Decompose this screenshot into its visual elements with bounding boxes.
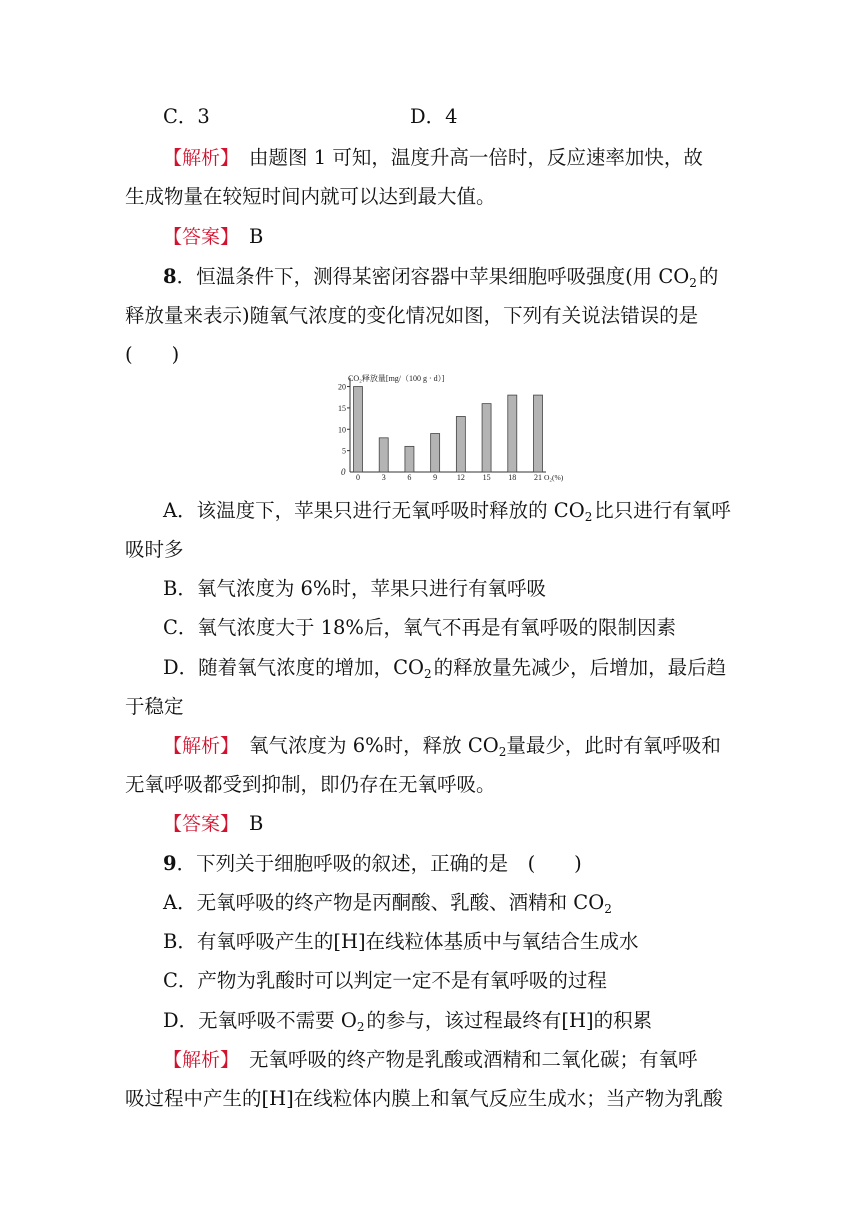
chart-bar xyxy=(405,446,414,472)
q8-option-a-line-1 xyxy=(163,498,731,524)
chart-x-tick-label: 12 xyxy=(456,473,465,482)
chart-x-tick-label: 3 xyxy=(381,473,386,482)
chart-y-tick-label: 20 xyxy=(338,382,346,392)
q9-option-b: B．有氧呼吸产生的[H]在线粒体基质中与氧结合生成水 xyxy=(163,930,639,953)
subscript: 2 xyxy=(689,276,697,290)
subscript: 2 xyxy=(424,667,432,681)
chart-x-label: O₂(%) xyxy=(544,473,564,482)
answer-tag: 【答案】 xyxy=(163,813,230,835)
option-text: 的释放量先减少，后增加，最后趋 xyxy=(433,656,727,679)
option-text: D．无氧呼吸不需要 O xyxy=(163,1009,357,1032)
q8-analysis-line-1 xyxy=(163,733,721,759)
analysis-tag: 【解析】 xyxy=(163,147,230,169)
q7-analysis-line-2: 生成物量在较短时间内就可以达到最大值。 xyxy=(125,185,496,208)
stem-text: 的 xyxy=(698,265,719,288)
option-text: 的参与，该过程最终有[H]的积累 xyxy=(366,1009,653,1032)
answer-value: B xyxy=(249,812,264,835)
q8-option-d-line-1 xyxy=(163,655,726,681)
subscript: 2 xyxy=(584,510,593,524)
stem-text: ．恒温条件下，测得某密闭容器中苹果细胞呼吸强度(用 CO xyxy=(176,265,690,288)
q8-option-d-line-2: 于稳定 xyxy=(125,695,184,718)
chart-bar xyxy=(379,438,388,472)
answer-value: B xyxy=(249,225,264,248)
analysis-text: 无氧呼吸的终产物是乳酸或酒精和二氧化碳；有氧呼 xyxy=(249,1048,698,1071)
subscript: 2 xyxy=(356,1020,365,1034)
answer-tag: 【答案】 xyxy=(163,226,230,248)
q7-analysis-line-1 xyxy=(163,145,703,171)
q8-option-a-line-2: 吸时多 xyxy=(125,538,184,561)
q8-analysis-line-2: 无氧呼吸都受到抑制，即仍存在无氧呼吸。 xyxy=(125,773,496,796)
chart-bar xyxy=(456,416,465,472)
chart-y-tick-label: 15 xyxy=(338,403,346,413)
q7-option-d: D．4 xyxy=(410,105,458,128)
subscript: 2 xyxy=(604,902,612,916)
question-number: 8 xyxy=(163,265,177,288)
chart-x-tick-label: 9 xyxy=(433,473,438,482)
question-number: 9 xyxy=(163,852,177,875)
chart-bar xyxy=(354,387,363,472)
q9-option-d xyxy=(163,1008,652,1034)
q9-analysis-line-2: 吸过程中产生的[H]在线粒体内膜上和氧气反应生成水；当产物为乳酸 xyxy=(125,1087,723,1110)
subscript: 2 xyxy=(498,745,507,759)
q8-stem-line-1 xyxy=(163,264,718,290)
chart-y-tick-label: 5 xyxy=(342,446,346,456)
chart-x-tick-label: 0 xyxy=(356,473,360,482)
chart-x-tick-label: 6 xyxy=(407,473,412,482)
q8-answer xyxy=(163,811,263,837)
chart-origin-label: 0 xyxy=(341,467,346,477)
co2-release-chart xyxy=(338,372,574,484)
chart-bar xyxy=(431,434,440,472)
analysis-text: 氧气浓度为 6%时，释放 CO xyxy=(249,734,499,757)
q8-stem-line-3: ( ) xyxy=(125,343,180,366)
q9-option-c: C．产物为乳酸时可以判定一定不是有氧呼吸的过程 xyxy=(163,969,607,992)
chart-bar xyxy=(482,404,491,472)
option-text: D．随着氧气浓度的增加，CO xyxy=(163,656,425,679)
chart-x-tick-label: 21 xyxy=(534,473,542,482)
chart-x-tick-label: 15 xyxy=(482,473,491,482)
analysis-tag: 【解析】 xyxy=(163,1049,230,1071)
option-text: 比只进行有氧呼 xyxy=(594,499,731,522)
chart-bar xyxy=(534,395,543,472)
analysis-text: 量最少，此时有氧呼吸和 xyxy=(506,734,721,757)
chart-svg xyxy=(338,372,574,484)
analysis-text: 由题图 1 可知，温度升高一倍时，反应速率加快，故 xyxy=(249,146,703,169)
q7-option-c: C．3 xyxy=(163,105,210,128)
q9-analysis-line-1 xyxy=(163,1047,698,1073)
q8-option-b: B．氧气浓度为 6%时，苹果只进行有氧呼吸 xyxy=(163,577,546,600)
option-text: A．该温度下，苹果只进行无氧呼吸时释放的 CO xyxy=(163,499,585,522)
q9-stem xyxy=(163,851,582,877)
chart-x-tick-label: 18 xyxy=(508,473,517,482)
chart-y-tick-label: 10 xyxy=(338,425,346,435)
stem-text: ．下列关于细胞呼吸的叙述，正确的是 ( ) xyxy=(176,852,582,875)
q7-answer xyxy=(163,224,263,250)
analysis-tag: 【解析】 xyxy=(163,735,230,757)
option-text: A．无氧呼吸的终产物是丙酮酸、乳酸、酒精和 CO xyxy=(163,891,605,914)
chart-y-label: CO₂释放量[mg/（100 g · d）] xyxy=(348,374,445,383)
chart-bar xyxy=(508,395,517,472)
q9-option-a xyxy=(163,890,612,916)
q8-option-c: C．氧气浓度大于 18%后，氧气不再是有氧呼吸的限制因素 xyxy=(163,616,676,639)
q8-stem-line-2: 释放量来表示)随氧气浓度的变化情况如图，下列有关说法错误的是 xyxy=(125,304,699,327)
